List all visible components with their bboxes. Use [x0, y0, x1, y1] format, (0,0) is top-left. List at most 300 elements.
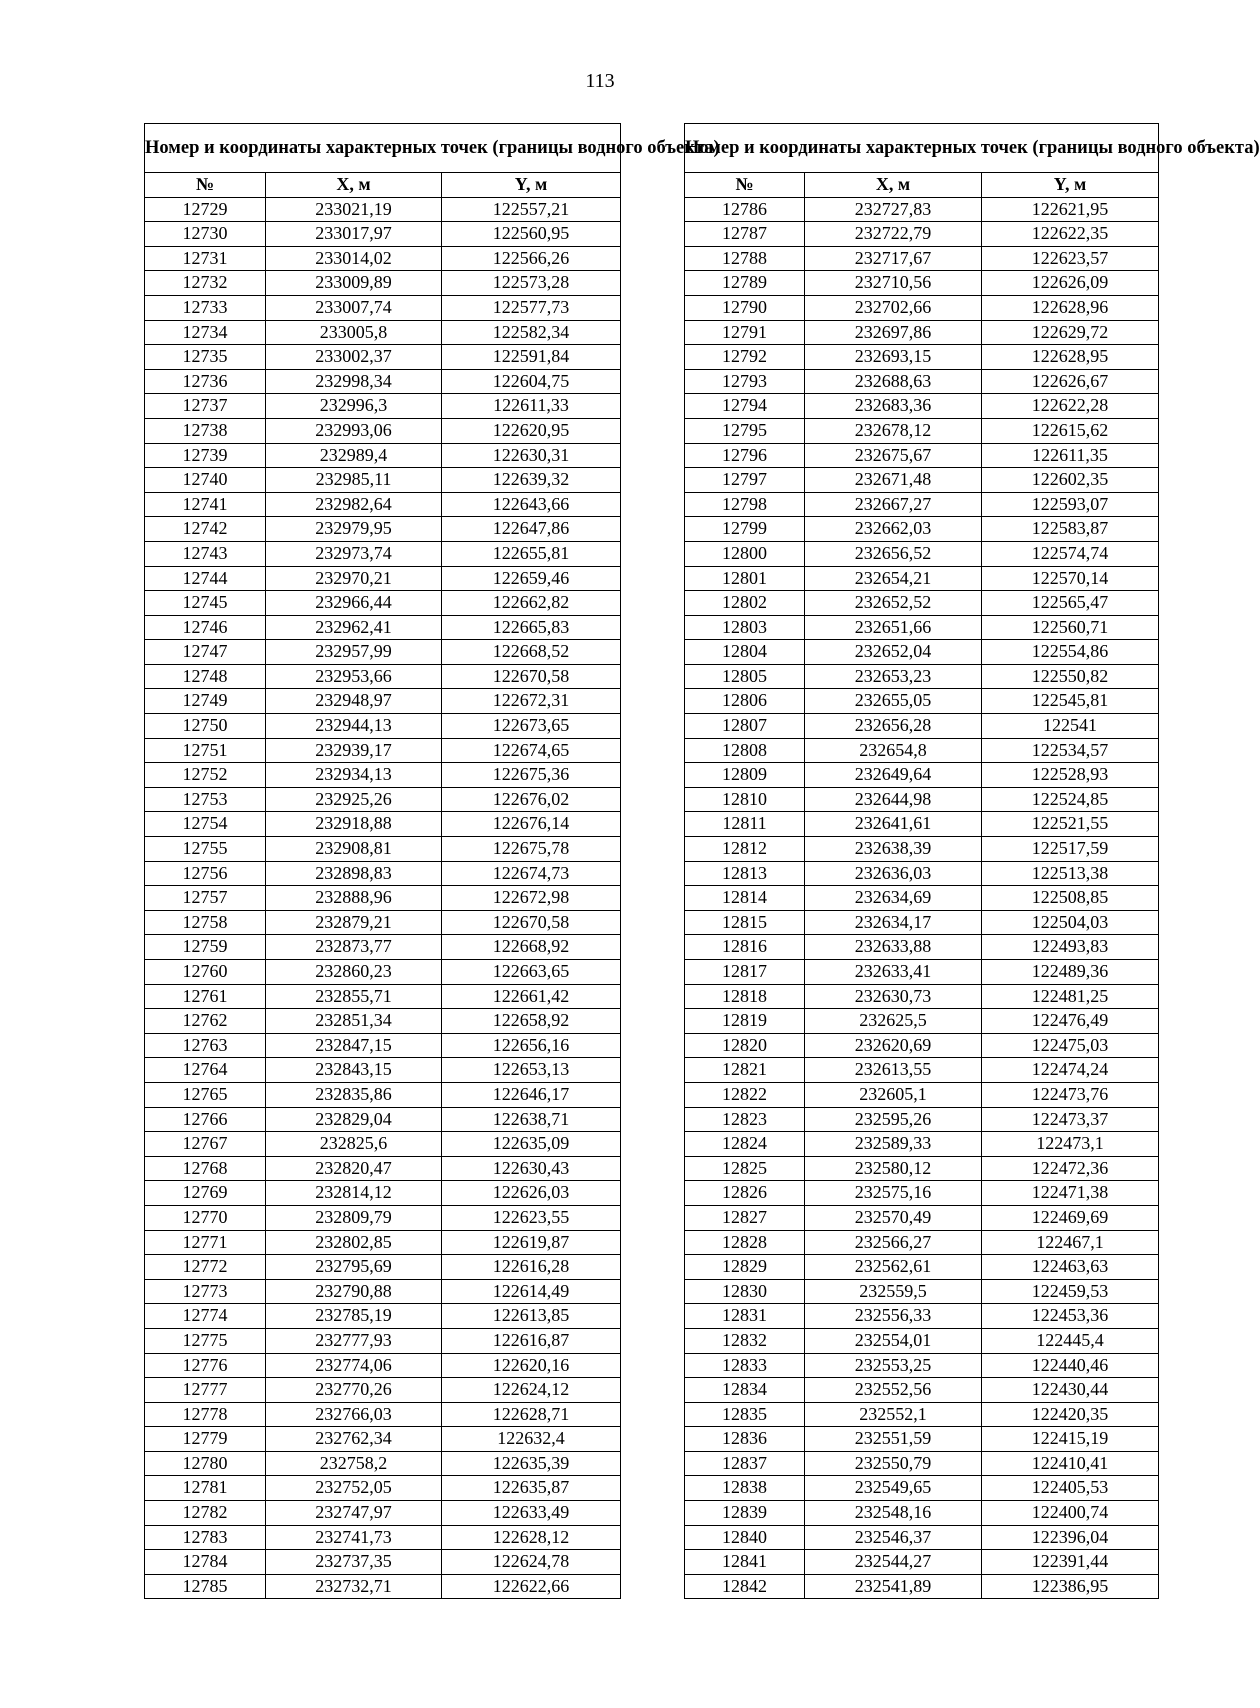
coordinates-table-left: [144, 123, 720, 1599]
table-row: [685, 1328, 1159, 1353]
cell-y-coordinate: 122566,26: [442, 246, 621, 271]
cell-y-coordinate: 122659,46: [442, 566, 621, 591]
cell-x-coordinate: 232654,8: [805, 738, 982, 763]
cell-y-coordinate: 122396,04: [982, 1525, 1159, 1550]
cell-y-coordinate: 122638,71: [442, 1107, 621, 1132]
table-row: [685, 1082, 1159, 1107]
cell-x-coordinate: 232722,79: [805, 222, 982, 247]
cell-y-coordinate: 122670,58: [442, 664, 621, 689]
cell-x-coordinate: 232562,61: [805, 1255, 982, 1280]
cell-point-number: 12800: [685, 541, 805, 566]
cell-x-coordinate: 232652,52: [805, 591, 982, 616]
cell-x-coordinate: 232785,19: [266, 1304, 442, 1329]
cell-y-coordinate: 122623,57: [982, 246, 1159, 271]
table-row: [685, 1205, 1159, 1230]
cell-y-coordinate: 122560,71: [982, 615, 1159, 640]
cell-y-coordinate: 122635,87: [442, 1476, 621, 1501]
cell-y-coordinate: 122676,02: [442, 787, 621, 812]
cell-y-coordinate: 122628,95: [982, 345, 1159, 370]
table-row: [145, 812, 621, 837]
cell-y-coordinate: 122630,31: [442, 443, 621, 468]
cell-x-coordinate: 232693,15: [805, 345, 982, 370]
cell-y-coordinate: 122632,4: [442, 1427, 621, 1452]
cell-point-number: 12751: [145, 738, 266, 763]
cell-y-coordinate: 122674,65: [442, 738, 621, 763]
table-row: [145, 271, 621, 296]
cell-y-coordinate: 122453,36: [982, 1304, 1159, 1329]
cell-x-coordinate: 232820,47: [266, 1156, 442, 1181]
cell-point-number: 12830: [685, 1279, 805, 1304]
table-row: [145, 1107, 621, 1132]
cell-point-number: 12795: [685, 418, 805, 443]
cell-x-coordinate: 232638,39: [805, 837, 982, 862]
table-row: [685, 1279, 1159, 1304]
table-row: [685, 345, 1159, 370]
cell-y-coordinate: 122469,69: [982, 1205, 1159, 1230]
cell-point-number: 12777: [145, 1378, 266, 1403]
cell-point-number: 12769: [145, 1181, 266, 1206]
cell-point-number: 12832: [685, 1328, 805, 1353]
cell-point-number: 12801: [685, 566, 805, 591]
cell-x-coordinate: 233005,8: [266, 320, 442, 345]
table-row: [145, 1328, 621, 1353]
table-row: [685, 443, 1159, 468]
cell-x-coordinate: 233014,02: [266, 246, 442, 271]
cell-y-coordinate: 122672,31: [442, 689, 621, 714]
cell-point-number: 12808: [685, 738, 805, 763]
cell-y-coordinate: 122676,14: [442, 812, 621, 837]
cell-point-number: 12758: [145, 910, 266, 935]
cell-y-coordinate: 122565,47: [982, 591, 1159, 616]
table-row: [145, 615, 621, 640]
table-row: [145, 1255, 621, 1280]
cell-y-coordinate: 122472,36: [982, 1156, 1159, 1181]
table-row: [685, 566, 1159, 591]
cell-x-coordinate: 232553,25: [805, 1353, 982, 1378]
cell-x-coordinate: 232918,88: [266, 812, 442, 837]
table-row: [685, 787, 1159, 812]
cell-y-coordinate: 122674,73: [442, 861, 621, 886]
table-row: [685, 541, 1159, 566]
cell-point-number: 12782: [145, 1501, 266, 1526]
cell-x-coordinate: 232847,15: [266, 1033, 442, 1058]
cell-x-coordinate: 232732,71: [266, 1574, 442, 1599]
cell-y-coordinate: 122554,86: [982, 640, 1159, 665]
cell-y-coordinate: 122661,42: [442, 984, 621, 1009]
cell-point-number: 12835: [685, 1402, 805, 1427]
cell-point-number: 12824: [685, 1132, 805, 1157]
cell-x-coordinate: 232633,88: [805, 935, 982, 960]
cell-y-coordinate: 122620,95: [442, 418, 621, 443]
cell-point-number: 12842: [685, 1574, 805, 1599]
cell-x-coordinate: 232636,03: [805, 861, 982, 886]
cell-x-coordinate: 232939,17: [266, 738, 442, 763]
cell-y-coordinate: 122673,65: [442, 714, 621, 739]
table-row: [685, 960, 1159, 985]
cell-point-number: 12748: [145, 664, 266, 689]
table-row: [145, 320, 621, 345]
table-row: [685, 812, 1159, 837]
table-row: [685, 1451, 1159, 1476]
cell-point-number: 12802: [685, 591, 805, 616]
cell-x-coordinate: 232633,41: [805, 960, 982, 985]
cell-point-number: 12785: [145, 1574, 266, 1599]
table-row: [685, 910, 1159, 935]
cell-point-number: 12839: [685, 1501, 805, 1526]
cell-point-number: 12813: [685, 861, 805, 886]
table-row: [145, 418, 621, 443]
cell-x-coordinate: 232570,49: [805, 1205, 982, 1230]
cell-point-number: 12817: [685, 960, 805, 985]
table-row: [145, 468, 621, 493]
cell-y-coordinate: 122635,09: [442, 1132, 621, 1157]
table-row: [145, 714, 621, 739]
cell-y-coordinate: 122622,28: [982, 394, 1159, 419]
cell-point-number: 12750: [145, 714, 266, 739]
cell-point-number: 12741: [145, 492, 266, 517]
column-header-x: X, м: [266, 173, 442, 198]
table-row: [145, 664, 621, 689]
table-row: [685, 1156, 1159, 1181]
cell-point-number: 12840: [685, 1525, 805, 1550]
cell-y-coordinate: 122635,39: [442, 1451, 621, 1476]
cell-y-coordinate: 122602,35: [982, 468, 1159, 493]
table-row: [685, 689, 1159, 714]
table-row: [145, 1353, 621, 1378]
cell-point-number: 12776: [145, 1353, 266, 1378]
table-row: [685, 369, 1159, 394]
table-row: [145, 222, 621, 247]
cell-point-number: 12823: [685, 1107, 805, 1132]
cell-y-coordinate: 122475,03: [982, 1033, 1159, 1058]
cell-y-coordinate: 122647,86: [442, 517, 621, 542]
cell-y-coordinate: 122622,66: [442, 1574, 621, 1599]
column-header-number: №: [685, 173, 805, 198]
cell-y-coordinate: 122643,66: [442, 492, 621, 517]
cell-x-coordinate: 232552,56: [805, 1378, 982, 1403]
cell-x-coordinate: 232548,16: [805, 1501, 982, 1526]
cell-x-coordinate: 232688,63: [805, 369, 982, 394]
cell-point-number: 12742: [145, 517, 266, 542]
cell-y-coordinate: 122613,85: [442, 1304, 621, 1329]
table-row: [685, 197, 1159, 222]
cell-x-coordinate: 232575,16: [805, 1181, 982, 1206]
cell-point-number: 12736: [145, 369, 266, 394]
cell-x-coordinate: 232727,83: [805, 197, 982, 222]
cell-point-number: 12737: [145, 394, 266, 419]
cell-x-coordinate: 232879,21: [266, 910, 442, 935]
table-row: [145, 1525, 621, 1550]
cell-y-coordinate: 122656,16: [442, 1033, 621, 1058]
cell-y-coordinate: 122445,4: [982, 1328, 1159, 1353]
cell-x-coordinate: 232625,5: [805, 1009, 982, 1034]
cell-point-number: 12803: [685, 615, 805, 640]
cell-point-number: 12804: [685, 640, 805, 665]
page-number: 113: [585, 70, 615, 92]
cell-point-number: 12816: [685, 935, 805, 960]
cell-y-coordinate: 122481,25: [982, 984, 1159, 1009]
table-row: [685, 1378, 1159, 1403]
cell-y-coordinate: 122668,52: [442, 640, 621, 665]
cell-point-number: 12833: [685, 1353, 805, 1378]
cell-y-coordinate: 122463,63: [982, 1255, 1159, 1280]
table-row: [685, 1033, 1159, 1058]
cell-y-coordinate: 122593,07: [982, 492, 1159, 517]
cell-x-coordinate: 233002,37: [266, 345, 442, 370]
cell-point-number: 12740: [145, 468, 266, 493]
cell-x-coordinate: 232934,13: [266, 763, 442, 788]
cell-point-number: 12752: [145, 763, 266, 788]
cell-x-coordinate: 232737,35: [266, 1550, 442, 1575]
cell-y-coordinate: 122386,95: [982, 1574, 1159, 1599]
cell-x-coordinate: 232944,13: [266, 714, 442, 739]
cell-point-number: 12809: [685, 763, 805, 788]
cell-point-number: 12838: [685, 1476, 805, 1501]
cell-point-number: 12796: [685, 443, 805, 468]
table-row: [145, 910, 621, 935]
cell-x-coordinate: 232790,88: [266, 1279, 442, 1304]
cell-y-coordinate: 122630,43: [442, 1156, 621, 1181]
cell-y-coordinate: 122582,34: [442, 320, 621, 345]
cell-x-coordinate: 232702,66: [805, 295, 982, 320]
table-row: [685, 1058, 1159, 1083]
table-title: Номер и координаты характерных точек (границы водного объекта): [145, 124, 621, 173]
cell-x-coordinate: 232710,56: [805, 271, 982, 296]
cell-x-coordinate: 232613,55: [805, 1058, 982, 1083]
cell-point-number: 12778: [145, 1402, 266, 1427]
table-row: [685, 640, 1159, 665]
cell-point-number: 12819: [685, 1009, 805, 1034]
coordinates-table-right: [684, 123, 1260, 1599]
cell-point-number: 12767: [145, 1132, 266, 1157]
cell-y-coordinate: 122545,81: [982, 689, 1159, 714]
table-row: [145, 1451, 621, 1476]
cell-point-number: 12793: [685, 369, 805, 394]
cell-point-number: 12784: [145, 1550, 266, 1575]
table-row: [685, 222, 1159, 247]
cell-point-number: 12831: [685, 1304, 805, 1329]
cell-point-number: 12820: [685, 1033, 805, 1058]
table-row: [145, 763, 621, 788]
table-row: [145, 246, 621, 271]
cell-x-coordinate: 232998,34: [266, 369, 442, 394]
cell-x-coordinate: 232973,74: [266, 541, 442, 566]
cell-y-coordinate: 122570,14: [982, 566, 1159, 591]
table-row: [685, 517, 1159, 542]
table-row: [685, 1501, 1159, 1526]
cell-y-coordinate: 122410,41: [982, 1451, 1159, 1476]
cell-point-number: 12774: [145, 1304, 266, 1329]
cell-y-coordinate: 122639,32: [442, 468, 621, 493]
table-row: [145, 837, 621, 862]
cell-y-coordinate: 122611,35: [982, 443, 1159, 468]
cell-x-coordinate: 232634,17: [805, 910, 982, 935]
cell-point-number: 12766: [145, 1107, 266, 1132]
cell-y-coordinate: 122658,92: [442, 1009, 621, 1034]
cell-point-number: 12756: [145, 861, 266, 886]
cell-y-coordinate: 122583,87: [982, 517, 1159, 542]
cell-point-number: 12780: [145, 1451, 266, 1476]
cell-point-number: 12768: [145, 1156, 266, 1181]
cell-y-coordinate: 122622,35: [982, 222, 1159, 247]
cell-x-coordinate: 232654,21: [805, 566, 982, 591]
cell-point-number: 12733: [145, 295, 266, 320]
cell-x-coordinate: 232908,81: [266, 837, 442, 862]
table-row: [145, 1476, 621, 1501]
cell-y-coordinate: 122476,49: [982, 1009, 1159, 1034]
cell-x-coordinate: 232966,44: [266, 591, 442, 616]
cell-x-coordinate: 232758,2: [266, 1451, 442, 1476]
cell-point-number: 12729: [145, 197, 266, 222]
cell-y-coordinate: 122517,59: [982, 837, 1159, 862]
cell-point-number: 12829: [685, 1255, 805, 1280]
cell-y-coordinate: 122473,76: [982, 1082, 1159, 1107]
cell-y-coordinate: 122473,37: [982, 1107, 1159, 1132]
cell-x-coordinate: 232551,59: [805, 1427, 982, 1452]
cell-point-number: 12757: [145, 886, 266, 911]
cell-point-number: 12836: [685, 1427, 805, 1452]
cell-x-coordinate: 232774,06: [266, 1353, 442, 1378]
cell-x-coordinate: 232985,11: [266, 468, 442, 493]
cell-point-number: 12739: [145, 443, 266, 468]
table-row: [685, 1107, 1159, 1132]
table-row: [145, 591, 621, 616]
table-row: [145, 394, 621, 419]
cell-point-number: 12754: [145, 812, 266, 837]
cell-x-coordinate: 232741,73: [266, 1525, 442, 1550]
table-row: [685, 1009, 1159, 1034]
cell-x-coordinate: 232580,12: [805, 1156, 982, 1181]
cell-y-coordinate: 122430,44: [982, 1378, 1159, 1403]
cell-point-number: 12764: [145, 1058, 266, 1083]
cell-point-number: 12735: [145, 345, 266, 370]
cell-point-number: 12781: [145, 1476, 266, 1501]
table-row: [145, 1033, 621, 1058]
table-row: [145, 861, 621, 886]
table-row: [685, 1476, 1159, 1501]
cell-point-number: 12790: [685, 295, 805, 320]
table-row: [685, 886, 1159, 911]
cell-point-number: 12807: [685, 714, 805, 739]
cell-point-number: 12732: [145, 271, 266, 296]
cell-x-coordinate: 232851,34: [266, 1009, 442, 1034]
cell-y-coordinate: 122560,95: [442, 222, 621, 247]
cell-x-coordinate: 232556,33: [805, 1304, 982, 1329]
cell-y-coordinate: 122467,1: [982, 1230, 1159, 1255]
cell-y-coordinate: 122474,24: [982, 1058, 1159, 1083]
cell-y-coordinate: 122405,53: [982, 1476, 1159, 1501]
cell-y-coordinate: 122577,73: [442, 295, 621, 320]
cell-point-number: 12828: [685, 1230, 805, 1255]
cell-y-coordinate: 122524,85: [982, 787, 1159, 812]
table-row: [685, 1230, 1159, 1255]
cell-y-coordinate: 122626,09: [982, 271, 1159, 296]
cell-y-coordinate: 122624,78: [442, 1550, 621, 1575]
table-row: [145, 689, 621, 714]
cell-point-number: 12810: [685, 787, 805, 812]
cell-x-coordinate: 232953,66: [266, 664, 442, 689]
cell-point-number: 12789: [685, 271, 805, 296]
table-row: [145, 295, 621, 320]
table-row: [685, 271, 1159, 296]
cell-point-number: 12731: [145, 246, 266, 271]
cell-x-coordinate: 232549,65: [805, 1476, 982, 1501]
cell-y-coordinate: 122550,82: [982, 664, 1159, 689]
cell-point-number: 12805: [685, 664, 805, 689]
cell-point-number: 12765: [145, 1082, 266, 1107]
cell-y-coordinate: 122440,46: [982, 1353, 1159, 1378]
table-row: [145, 1132, 621, 1157]
table-row: [685, 1132, 1159, 1157]
cell-point-number: 12806: [685, 689, 805, 714]
cell-point-number: 12822: [685, 1082, 805, 1107]
table-row: [685, 935, 1159, 960]
cell-y-coordinate: 122400,74: [982, 1501, 1159, 1526]
cell-y-coordinate: 122616,87: [442, 1328, 621, 1353]
cell-point-number: 12772: [145, 1255, 266, 1280]
cell-y-coordinate: 122508,85: [982, 886, 1159, 911]
cell-x-coordinate: 232766,03: [266, 1402, 442, 1427]
cell-x-coordinate: 232649,64: [805, 763, 982, 788]
cell-y-coordinate: 122663,65: [442, 960, 621, 985]
cell-y-coordinate: 122628,12: [442, 1525, 621, 1550]
table-row: [145, 1058, 621, 1083]
cell-point-number: 12753: [145, 787, 266, 812]
table-row: [685, 664, 1159, 689]
cell-x-coordinate: 232662,03: [805, 517, 982, 542]
cell-y-coordinate: 122619,87: [442, 1230, 621, 1255]
table-row: [685, 394, 1159, 419]
cell-x-coordinate: 232656,52: [805, 541, 982, 566]
cell-y-coordinate: 122670,58: [442, 910, 621, 935]
cell-x-coordinate: 233007,74: [266, 295, 442, 320]
cell-y-coordinate: 122513,38: [982, 861, 1159, 886]
cell-x-coordinate: 232795,69: [266, 1255, 442, 1280]
cell-y-coordinate: 122626,03: [442, 1181, 621, 1206]
table-row: [145, 1402, 621, 1427]
table-row: [685, 1574, 1159, 1599]
table-row: [145, 1427, 621, 1452]
cell-point-number: 12730: [145, 222, 266, 247]
table-row: [685, 1525, 1159, 1550]
cell-x-coordinate: 232809,79: [266, 1205, 442, 1230]
cell-x-coordinate: 232752,05: [266, 1476, 442, 1501]
cell-x-coordinate: 232717,67: [805, 246, 982, 271]
cell-x-coordinate: 232855,71: [266, 984, 442, 1009]
cell-x-coordinate: 232541,89: [805, 1574, 982, 1599]
cell-point-number: 12775: [145, 1328, 266, 1353]
cell-x-coordinate: 233009,89: [266, 271, 442, 296]
cell-y-coordinate: 122573,28: [442, 271, 621, 296]
table-row: [685, 837, 1159, 862]
cell-y-coordinate: 122521,55: [982, 812, 1159, 837]
table-row: [685, 1181, 1159, 1206]
table-row: [145, 935, 621, 960]
cell-x-coordinate: 232655,05: [805, 689, 982, 714]
cell-x-coordinate: 232989,4: [266, 443, 442, 468]
cell-x-coordinate: 232651,66: [805, 615, 982, 640]
cell-point-number: 12743: [145, 541, 266, 566]
cell-point-number: 12763: [145, 1033, 266, 1058]
table-row: [145, 1574, 621, 1599]
table-row: [685, 1402, 1159, 1427]
table-row: [145, 1279, 621, 1304]
cell-x-coordinate: 232667,27: [805, 492, 982, 517]
cell-y-coordinate: 122620,16: [442, 1353, 621, 1378]
cell-y-coordinate: 122629,72: [982, 320, 1159, 345]
table-row: [685, 861, 1159, 886]
cell-point-number: 12792: [685, 345, 805, 370]
